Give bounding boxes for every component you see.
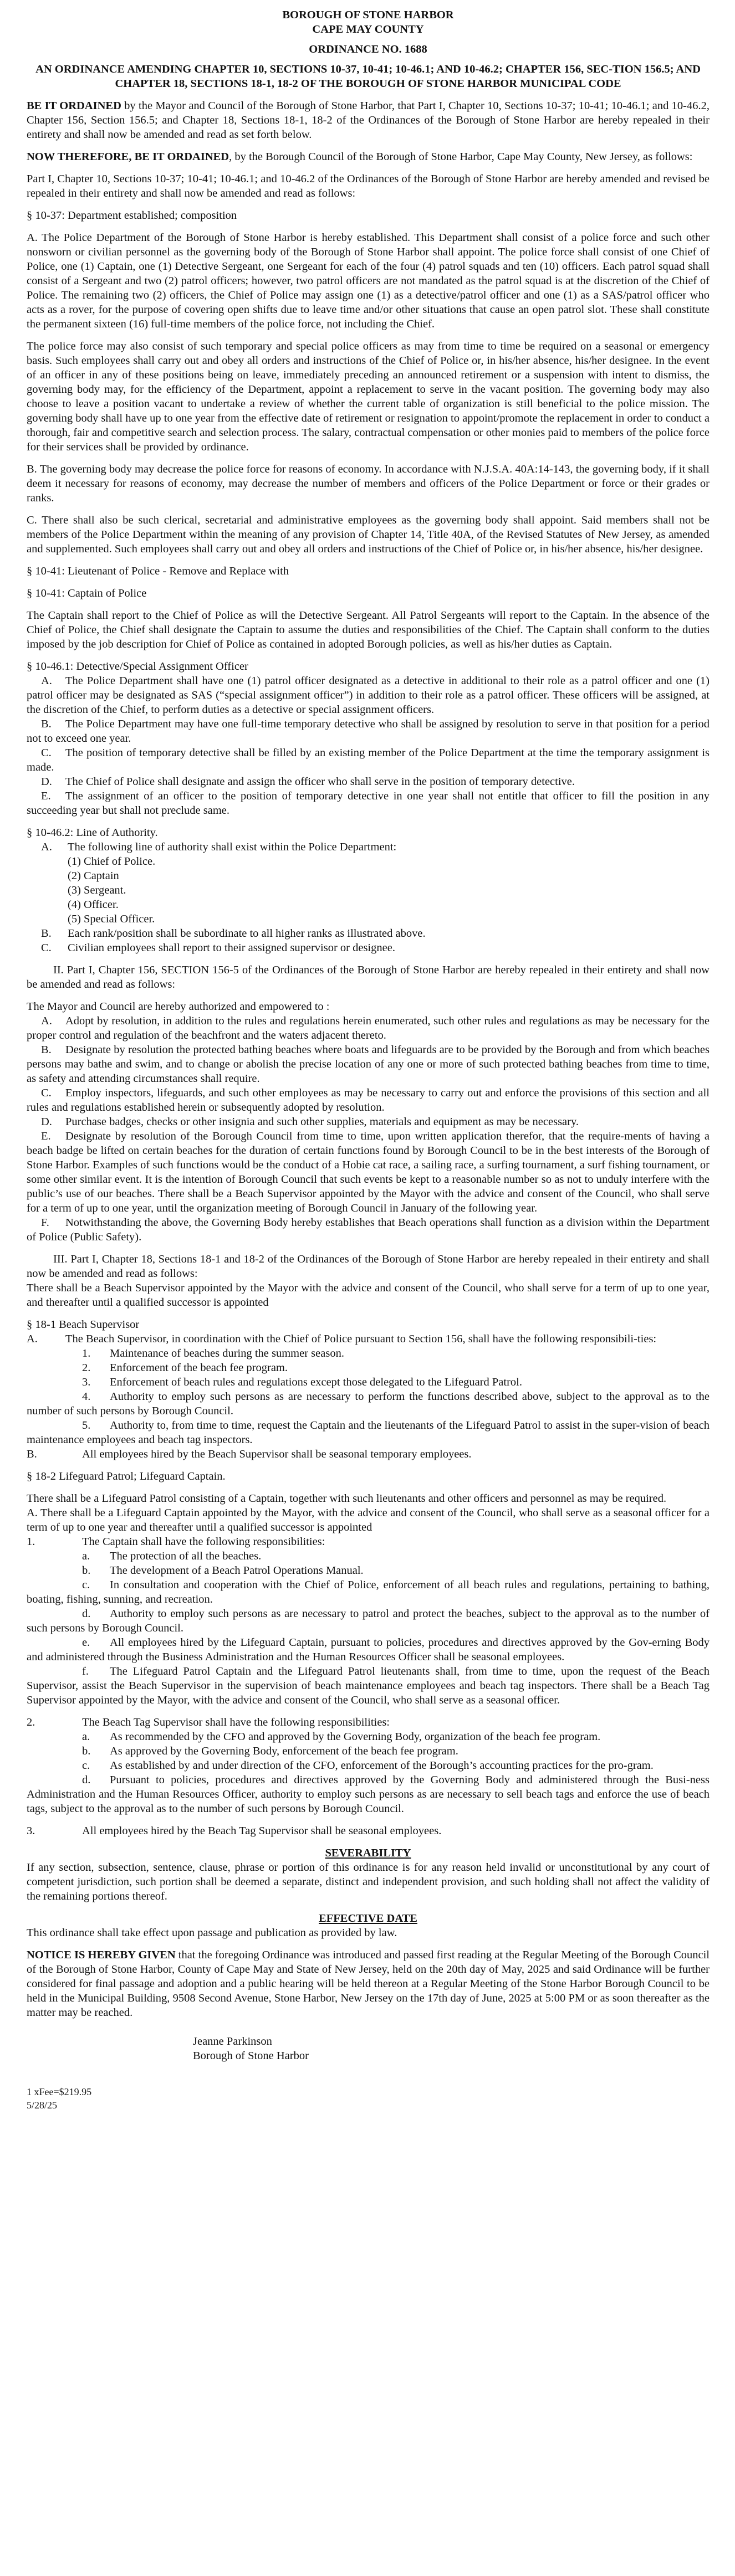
list-item: 3. All employees hired by the Beach Tag Supervisor shall be seasonal employees. — [27, 1825, 442, 1837]
publication-fee: 1 xFee=$219.95 — [27, 2086, 92, 2097]
rank-item: (2) Captain — [68, 870, 119, 882]
signer-name: Jeanne Parkinson — [193, 2035, 272, 2048]
list-item: F. Notwithstanding the above, the Governing Body hereby establishes that Beach operations shall function as a division within the Department of Police (Public Safety). — [27, 1217, 710, 1243]
effective-date-heading: EFFECTIVE DATE — [319, 1912, 417, 1925]
section-heading-18-1: § 18-1 Beach Supervisor — [27, 1318, 140, 1331]
section-18-1-list — [27, 1332, 710, 1461]
list-item: B. All employees hired by the Beach Supervisor shall be seasonal temporary employees. — [27, 1448, 472, 1460]
sub-list-item: 1. Maintenance of beaches during the summer season. — [82, 1347, 344, 1359]
ordinance-title: AN ORDINANCE AMENDING CHAPTER 10, SECTIONS 10-37, 10-41; 10-46.1; AND 10-46.2; CHAPTER 156, SEC-TION 156.5; AND CHAPTER 18, SECTIONS 18-1, 18-2 OF THE BOROUGH OF STONE HARBOR MUNICIPAL CODE — [35, 63, 701, 90]
section-10-46-2-list — [27, 840, 710, 955]
list-item: A. The Police Department shall have one (1) patrol officer designated as a detective in additional to their role as a patrol officer and one (1) patrol officer may be designated as SAS (“special assignment officer”) in addition to their role as a patrol officer. These officers will be assigned, at the discretion of the Chief, to perform duties as a detective or special assignment officers. — [27, 675, 710, 716]
sub-list-item: d. Authority to employ such persons as are necessary to patrol and protect the beaches, subject to the approval as to the number of such persons by Borough Council. — [27, 1608, 710, 1634]
list-item: C. Civilian employees shall report to their assigned supervisor or designee. — [41, 942, 395, 954]
sub-list-item: d. Pursuant to policies, procedures and directives approved by the Governing Body and administered through the Busi-ness Administration and the Human Resources Officer, authority to employ such persons as are necessary to sell beach tags and enforce the use of beach tags, subject to the approval as to the number of such persons by Borough Council. — [27, 1774, 710, 1815]
now-therefore-paragraph — [27, 150, 710, 164]
section-heading-18-2: § 18-2 Lifeguard Patrol; Lifeguard Captain. — [27, 1470, 226, 1482]
list-item: 1. The Captain shall have the following responsibilities: — [27, 1536, 325, 1548]
part-two-empower: The Mayor and Council are hereby authorized and empowered to : — [27, 1000, 330, 1013]
rank-item: (4) Officer. — [68, 899, 119, 911]
section-10-37-a: A. The Police Department of the Borough of Stone Harbor is hereby established. This Department shall consist of a police force and such other nonsworn or civilian personnel as the governing body of the Borough of Stone Harbor shall appoint. The police force shall consist of one Chief of Police, one (1) Captain, one (1) Detective Sergeant, one Sergeant for each of the four (4) patrol squads and ten (10) officers. Each patrol squad shall consist of a Sergeant and two (2) patrol officers; however, two patrol officers are not mandated as the patrol squad is at the discretion of the Chief of Police. The remaining two (2) officers, the Chief of Police may assign one (1) as a detective/patrol officer and one (1) as a SAS/patrol officer who acts as a rover, for the purpose of covering open shifts due to leave time and/or other situations that cause an open patrol slot. These shall constitute the permanent sixteen (16) full-time members of the police force, not including the Chief. — [27, 232, 710, 330]
publication-footer — [27, 2085, 710, 2112]
rank-item: (1) Chief of Police. — [68, 855, 156, 868]
section-heading-10-46-2: § 10-46.2: Line of Authority. — [27, 827, 158, 839]
section-10-37-c: C. There shall also be such clerical, secretarial and administrative employees as the governing body shall appoint. Said members shall not be members of the Police Department within the meaning of any provision of Chapter 14, Title 40A, of the Revised Statutes of New Jersey, as amended and supplemented. Such employees shall carry out and obey all orders and instructions of the Chief of Police or, in his/her absence, his/her designee. — [27, 514, 710, 555]
now-therefore-text: , by the Borough Council of the Borough of Stone Harbor, Cape May County, New Jersey, as follows: — [229, 151, 693, 163]
section-heading-10-41-lieutenant: § 10-41: Lieutenant of Police - Remove and Replace with — [27, 565, 289, 577]
list-item: E. Designate by resolution of the Borough Council from time to time, upon written application therefor, that the require-ments of having a beach badge be lifted on certain beaches for the duration of certain functions found by Borough Council to be in the best interests of the Borough of Stone Harbor. Examples of such functions would be the conduct of a Hobie cat race, a sailing race, a surfing tournament, a surf fishing tournament, or some other similar event. It is the intention of Borough Council that such events be kept to a reasonable number so as not to unduly interfere with the public’s use of our beaches. There shall be a Beach Supervisor appointed by the Mayor with the advice and consent of the Council, who shall serve for a term of up to one year, until the organization meeting of Borough Council in January of the following year. — [27, 1130, 710, 1214]
rank-item: (3) Sergeant. — [68, 884, 126, 896]
list-item: C. Employ inspectors, lifeguards, and such other employees as may be necessary to carry out and enforce the provisions of this section and all rules and regulations established herein or subsequently adopted by resolution. — [27, 1087, 710, 1113]
section-10-46-1-list — [27, 674, 710, 818]
part-three-intro: III. Part I, Chapter 18, Sections 18-1 and 18-2 of the Ordinances of the Borough of Stone Harbor are hereby repealed in their entirety and shall now be amended and read as follows: — [27, 1253, 710, 1280]
notice-paragraph — [27, 1948, 710, 2020]
sub-list-item: b. As approved by the Governing Body, enforcement of the beach fee program. — [82, 1745, 458, 1757]
sub-list-item: e. All employees hired by the Lifeguard Captain, pursuant to policies, procedures and directives approved by the Gov-erning Body and administered through the Business Administration and the Human Resources Officer shall be seasonal employees. — [27, 1636, 710, 1663]
sub-list-item: a. As recommended by the CFO and approved by the Governing Body, organization of the beach fee program. — [82, 1731, 601, 1743]
ordinance-number: ORDINANCE NO. 1688 — [309, 43, 427, 55]
be-it-ordained-lead: BE IT ORDAINED — [27, 100, 121, 112]
section-18-2-beach-tag-list — [27, 1715, 710, 1816]
section-heading-10-46-1: § 10-46.1: Detective/Special Assignment Officer — [27, 660, 248, 673]
sub-list-item: 5. Authority to, from time to time, request the Captain and the lieutenants of the Lifeguard Patrol to assist in the super-vision of beach maintenance employees and beach tag inspectors. — [27, 1419, 710, 1446]
section-18-2-a: A. There shall be a Lifeguard Captain appointed by the Mayor, with the advice and consent of the Council, who shall serve as a seasonal officer for a term of up to one year and thereafter until a qualified successor is appointed — [27, 1507, 710, 1533]
section-10-37-b: B. The governing body may decrease the police force for reasons of economy. In accordance with N.J.S.A. 40A:14-143, the governing body, if it shall deem it necessary for reasons of economy, may decrease the number of members and officers of the Police Department or force or their grades or ranks. — [27, 463, 710, 504]
section-18-2-captain-list — [27, 1535, 710, 1707]
sub-list-item: a. The protection of all the beaches. — [82, 1550, 262, 1562]
signer-title: Borough of Stone Harbor — [193, 2050, 309, 2062]
be-it-ordained-paragraph — [27, 99, 710, 142]
list-item: B. The Police Department may have one full-time temporary detective who shall be assigned by resolution to serve in that position for a period not to exceed one year. — [27, 718, 710, 745]
section-10-41-body: The Captain shall report to the Chief of Police as will the Detective Sergeant. All Patrol Sergeants will report to the Captain. In the absence of the Chief of Police, the Chief shall designate the Captain to assume the duties and responsibilities of the Chief. The Captain shall conform to the duties imposed by the job description for Chief of Police as contained in adopted Borough policies, as well as his/her duties as Captain. — [27, 609, 710, 650]
rank-item: (5) Special Officer. — [68, 913, 155, 925]
now-therefore-lead: NOW THEREFORE, BE IT ORDAINED — [27, 151, 229, 163]
list-item: A. The following line of authority shall exist within the Police Department: — [41, 841, 397, 853]
notice-lead: NOTICE IS HEREBY GIVEN — [27, 1949, 176, 1961]
section-heading-10-41-captain: § 10-41: Captain of Police — [27, 587, 147, 599]
severability-heading: SEVERABILITY — [325, 1847, 411, 1859]
header-county: CAPE MAY COUNTY — [312, 23, 424, 35]
part-two-intro: II. Part I, Chapter 156, SECTION 156-5 of the Ordinances of the Borough of Stone Harbor are hereby repealed in their entirety and shall now be amended and read as follows: — [27, 964, 710, 991]
sub-list-item: b. The development of a Beach Patrol Operations Manual. — [82, 1564, 364, 1577]
list-item: 2. The Beach Tag Supervisor shall have the following responsibilities: — [27, 1716, 390, 1728]
publication-date: 5/28/25 — [27, 2100, 58, 2111]
sub-list-item: f. The Lifeguard Patrol Captain and the Lifeguard Patrol lieutenants shall, from time to time, upon the request of the Beach Supervisor, assist the Beach Supervisor in the supervision of beach maintenance employees and beach tag inspectors. There shall be a Beach Tag Supervisor appointed by the Mayor, with the advice and consent of the Council, who shall serve as a seasonal officer. — [27, 1665, 710, 1706]
header-borough: BOROUGH OF STONE HARBOR — [282, 9, 454, 21]
list-item: B. Designate by resolution the protected bathing beaches where boats and lifeguards are to be provided by the Borough and from which beaches persons may bathe and swim, and to change or abolish the precise location of any one or more of such protected bathing beaches from time to time, as safety and attending circumstances shall require. — [27, 1044, 710, 1085]
part-two-list — [27, 1014, 710, 1244]
list-item: D. The Chief of Police shall designate and assign the officer who shall serve in the position of temporary detective. — [41, 776, 575, 788]
sub-list-item: c. In consultation and cooperation with the Chief of Police, enforcement of all beach rules and regulations, pertaining to bathing, boating, fishing, sunning, and recreation. — [27, 1579, 710, 1605]
signature-block — [193, 2034, 710, 2063]
list-item: A. Adopt by resolution, in addition to the rules and regulations herein enumerated, such other rules and regulations as may be necessary for the proper control and regulation of the beachfront and the waters adjacent thereto. — [27, 1015, 710, 1041]
sub-list-item: 4. Authority to employ such persons as are necessary to perform the functions described above, subject to the approval as to the number of such persons by Borough Council. — [27, 1390, 710, 1417]
be-it-ordained-text: by the Mayor and Council of the Borough of Stone Harbor, that Part I, Chapter 10, Sections 10-37; 10-41; 10-46.1; and 10-46.2, Chapter 156, Section 156.5; and Chapter 18, Sections 18-1, 18-2 of the Ordinances of the Borough of Stone Harbor are hereby repealed in their entirety and shall now be amended and read as set forth below. — [27, 100, 710, 141]
list-item: A. The Beach Supervisor, in coordination with the Chief of Police pursuant to Section 156, shall have the following responsibili-ties: — [27, 1333, 657, 1345]
notice-text: that the foregoing Ordinance was introduced and passed first reading at the Regular Meeting of the Borough Council of the Borough of Stone Harbor, County of Cape May and State of New Jersey, held on the 20th day of May, 2025 and said Ordinance will be further considered for final passage and adoption and a public hearing will be held thereon at a Regular Meeting of the Stone Harbor Borough Council to be held in the Municipal Building, 9508 Second Avenue, Stone Harbor, New Jersey on the 17th day of June, 2025 at 5:00 PM or as soon thereafter as the matter may be reached. — [27, 1949, 710, 2019]
part-one-intro: Part I, Chapter 10, Sections 10-37; 10-41; 10-46.1; and 10-46.2 of the Ordinances of the Borough of Stone Harbor are hereby amended and revised be repealed in their entirety and shall now be amended and read as follows: — [27, 173, 710, 199]
sub-list-item: 2. Enforcement of the beach fee program. — [82, 1362, 288, 1374]
list-item: C. The position of temporary detective shall be filled by an existing member of the Police Department at the time the temporary assignment is made. — [27, 747, 710, 773]
sub-list-item: c. As established by and under direction of the CFO, enforcement of the Borough’s accounting practices for the pro-gram. — [82, 1759, 654, 1772]
section-18-2-intro: There shall be a Lifeguard Patrol consisting of a Captain, together with such lieutenants and other officers and personnel as may be required. — [27, 1492, 667, 1505]
list-item: B. Each rank/position shall be subordinate to all higher ranks as illustrated above. — [41, 927, 426, 940]
sub-list-item: 3. Enforcement of beach rules and regulations except those delegated to the Lifeguard Patrol. — [82, 1376, 522, 1388]
beach-supervisor-appointment: There shall be a Beach Supervisor appointed by the Mayor with the advice and consent of the Council, who shall serve for a term of up to one year, and thereafter until a qualified successor is appointed — [27, 1282, 710, 1308]
severability-text: If any section, subsection, sentence, clause, phrase or portion of this ordinance is for any reason held invalid or unconstitutional by any court of competent jurisdiction, such portion shall be deemed a separate, distinct and independent provision, and such holding shall not affect the validity of the remaining portions thereof. — [27, 1861, 710, 1902]
section-heading-10-37: § 10-37: Department established; composition — [27, 209, 237, 222]
list-item: E. The assignment of an officer to the position of temporary detective in one year shall not entitle that officer to fill the position in any succeeding year but shall not preclude same. — [27, 790, 710, 817]
list-item: D. Purchase badges, checks or other insignia and such other supplies, materials and equipment as may be necessary. — [41, 1116, 579, 1128]
effective-date-text: This ordinance shall take effect upon passage and publication as provided by law. — [27, 1927, 397, 1939]
section-10-37-a-continued: The police force may also consist of such temporary and special police officers as may from time to time be required on a seasonal or emergency basis. Such employees shall carry out and obey all orders and instructions of the Chief of Police or, in his/her absence, his/her designee. In the event of an officer in any of these positions being on leave, immediately preceding an announced retirement or a suspension with intent to dismiss, the governing body may, for the efficiency of the Department, appoint a replacement to serve in the vacant position. The governing body may also choose to leave a position vacant to undertake a review of whether the current table of organization is still beneficial to the police mission. The governing body shall have up to one year from the effective date of retirement or resignation to appoint/promote the replacement in order to conduct a thorough, fair and competitive search and selection process. The salary, contractual compensation or other monies paid to members of the police force for their services shall be provided by ordinance. — [27, 340, 710, 453]
